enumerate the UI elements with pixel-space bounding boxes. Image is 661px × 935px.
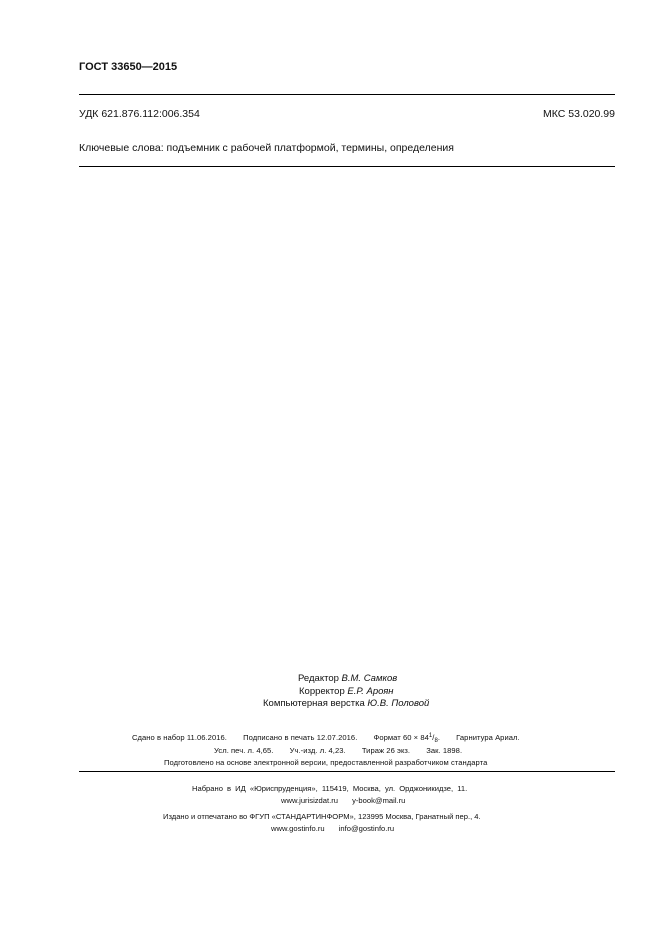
imprint-line-dates bbox=[132, 733, 534, 744]
paper-format: Формат $60 \times 84^1/_8$. bbox=[373, 733, 440, 744]
editor-credit bbox=[298, 673, 397, 686]
printer-info: Издано и отпечатано во ФГУП «СТАНДАРТИНФОРМ», 123995 Москва, Гранатный пер., 4. bbox=[163, 812, 481, 821]
editor-name: В.М. Самков bbox=[341, 673, 398, 684]
typeset-contacts bbox=[281, 796, 417, 805]
format-prefix: Формат 60 × 84 bbox=[373, 733, 429, 742]
corrector-role: Корректор bbox=[299, 685, 345, 697]
corrector-credit bbox=[299, 686, 394, 699]
publication-sheets: Уч.-изд. л. 4,23. bbox=[289, 746, 346, 755]
signed-date: Подписано в печать 12.07.2016. bbox=[243, 733, 358, 742]
layout-role: Компьютерная верстка bbox=[263, 698, 365, 709]
typeface: Гарнитура Ариал. bbox=[456, 733, 520, 742]
mks-code: МКС 53.020.99 bbox=[543, 108, 615, 120]
divider-keywords bbox=[79, 166, 615, 167]
typeset-email-link[interactable]: y-book@mail.ru bbox=[352, 796, 406, 805]
typeset-website-link[interactable]: www.jurisizdat.ru bbox=[281, 796, 338, 805]
layout-credit bbox=[263, 698, 429, 711]
layout-name: Ю.В. Половой bbox=[367, 698, 430, 709]
corrector-name: Е.Р. Ароян bbox=[347, 685, 394, 697]
editor-role: Редактор bbox=[298, 673, 339, 684]
keywords-line: Ключевые слова: подъемник с рабочей платформой, термины, определения bbox=[79, 142, 454, 154]
format-denominator: 8 bbox=[434, 738, 438, 744]
prepared-note: Подготовлено на основе электронной версии, предоставленной разработчиком стандарта bbox=[164, 758, 488, 767]
document-code: ГОСТ 33650—2015 bbox=[79, 61, 178, 73]
submitted-date: Сдано в набор 11.06.2016. bbox=[132, 733, 227, 742]
divider-imprint bbox=[79, 771, 615, 772]
format-numerator: 1 bbox=[428, 733, 433, 739]
print-sheets: Усл. печ. л. 4,65. bbox=[214, 746, 274, 755]
format-suffix: . bbox=[437, 733, 440, 742]
udk-code: УДК 621.876.112:006.354 bbox=[79, 108, 200, 120]
imprint-line-sheets bbox=[214, 746, 476, 755]
divider-top bbox=[79, 94, 615, 95]
printer-website-link[interactable]: www.gostinfo.ru bbox=[271, 824, 325, 833]
typeset-info: Набрано в ИД «Юриспруденция», 115419, Москва, ул. Орджоникидзе, 11. bbox=[192, 784, 468, 793]
printer-contacts bbox=[271, 824, 406, 833]
printer-email-link[interactable]: info@gostinfo.ru bbox=[338, 824, 395, 833]
order-number: Зак. 1898. bbox=[426, 746, 463, 755]
circulation: Тираж 26 экз. bbox=[361, 746, 411, 755]
